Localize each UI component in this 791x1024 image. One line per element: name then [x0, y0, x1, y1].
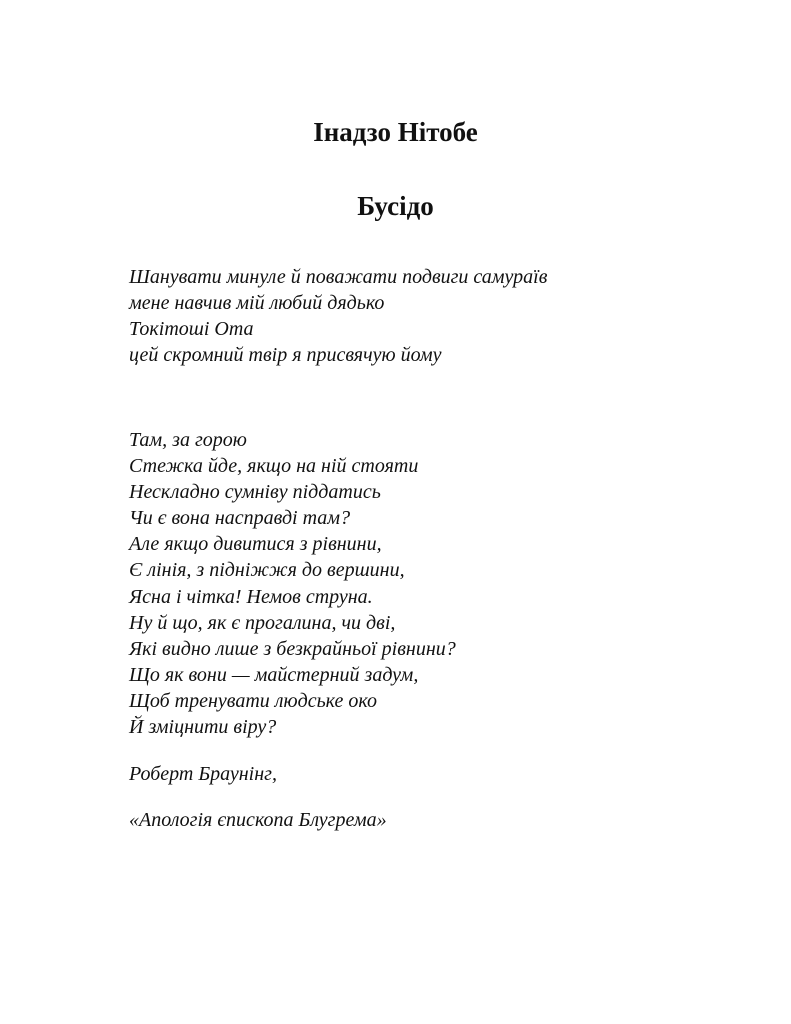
poem-line: Стежка йде, якщо на ній стояти: [129, 455, 419, 478]
poem-line: Ну й що, як є прогалина, чи дві,: [129, 611, 396, 634]
epigraph-poem: [129, 427, 456, 740]
author-name: Інадзо Нітобе: [313, 117, 478, 147]
poem-line: Але якщо дивитися з рівнини,: [129, 533, 382, 556]
dedication: [129, 264, 547, 368]
poem-line: Що як вони — майстерний задум,: [129, 663, 419, 686]
epigraph-attribution: Роберт Браунінг,: [129, 763, 277, 785]
poem-line: Нескладно сумніву піддатись: [129, 481, 381, 504]
poem-line: Є лінія, з підніжжя до вершини,: [129, 559, 405, 582]
poem-line: Щоб тренувати людське око: [129, 689, 378, 712]
poem-line: Які видно лише з безкрайньої рівнини?: [129, 637, 456, 660]
dedication-line: Токітоші Ота: [129, 318, 254, 340]
poem-line: Там, за горою: [129, 429, 247, 451]
dedication-line: мене навчив мій любий дядько: [129, 292, 385, 314]
dedication-line: Шанувати минуле й поважати подвиги самураїв: [129, 266, 548, 288]
poem-line: Й зміцнити віру?: [129, 716, 277, 739]
epigraph-source: «Апологія єпископа Блугрема»: [129, 809, 387, 831]
book-title: Бусідо: [357, 191, 434, 221]
dedication-line: цей скромний твір я присвячую йому: [129, 344, 442, 366]
poem-line: Чи є вона насправді там?: [129, 507, 351, 530]
poem-line: Ясна і чітка! Немов струна.: [129, 585, 373, 608]
